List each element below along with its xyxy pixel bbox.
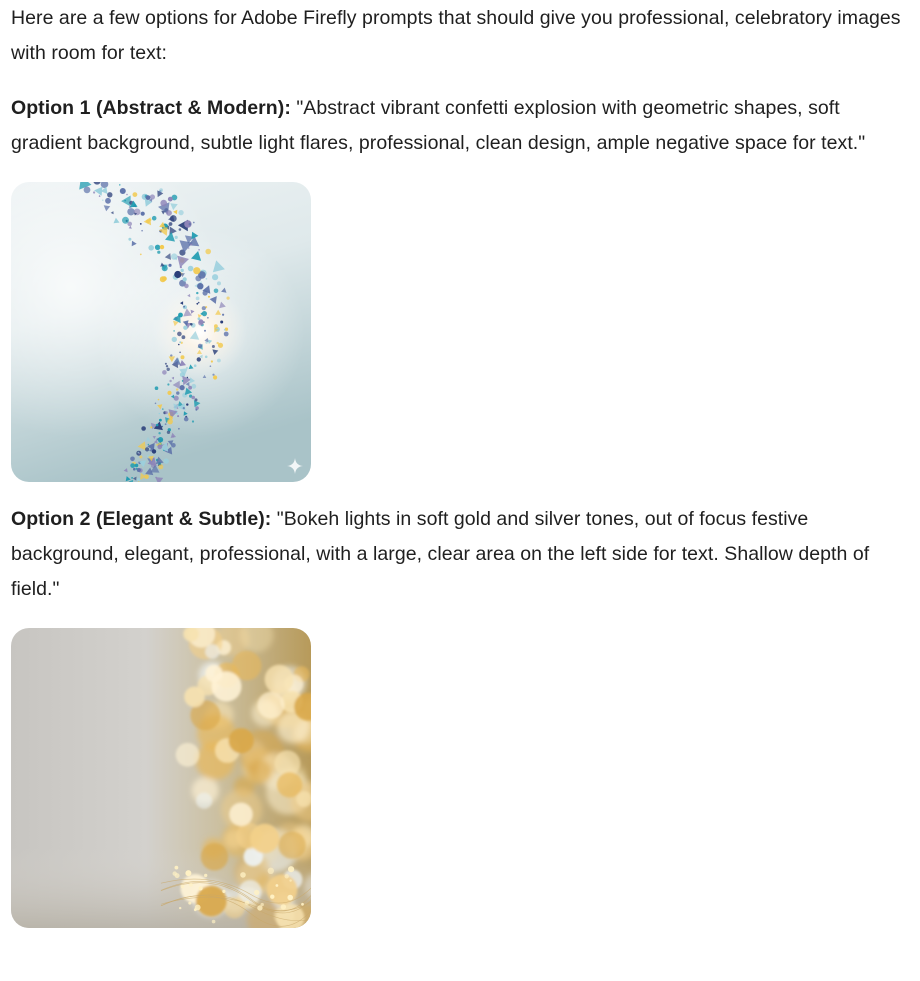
option-2-text [11,502,906,607]
confetti-piece [184,284,189,289]
confetti-piece [127,208,134,215]
confetti-piece [227,297,230,300]
confetti-piece [126,194,128,196]
confetti-piece [173,330,175,332]
confetti-piece [177,415,179,417]
confetti-piece [181,269,184,272]
confetti-piece [178,428,180,430]
confetti-piece [217,359,221,363]
confetti-piece [194,364,197,367]
confetti-piece [141,230,143,232]
fairy-light-bulb [261,903,264,906]
bokeh-light [229,803,253,827]
response-intro: Here are a few options for Adobe Firefly prompts that should give you professional, celebratory images with room for text: [11,7,901,64]
confetti-piece [198,302,200,304]
option-2-prompt: "Bokeh lights in soft gold and silver tones, out of focus festive background, elegant, professional, with a large, clear area on the left side for text. Shallow depth of field." [11,508,870,600]
confetti-artwork [11,182,311,482]
fairy-light-bulb [199,886,203,890]
confetti-piece [174,271,181,278]
confetti-piece [124,200,126,202]
confetti-piece [195,398,198,401]
confetti-piece [178,344,180,346]
confetti-piece [119,184,120,185]
fairy-light-bulb [245,901,249,905]
fairy-light-bulb [181,885,185,889]
confetti-piece [191,396,195,400]
confetti-piece [140,254,142,256]
confetti-piece [167,391,171,395]
confetti-piece [183,326,187,330]
confetti-piece [130,463,135,468]
confetti-piece [152,216,157,221]
confetti-piece [204,330,206,332]
bokeh-light [247,760,271,784]
confetti-piece [196,292,198,294]
confetti-piece [205,356,208,359]
confetti-piece [181,355,185,359]
confetti-piece [158,437,163,442]
fairy-light-bulb [175,873,180,878]
confetti-piece [160,276,166,282]
confetti-piece [135,464,139,468]
bokeh-light [277,772,302,797]
confetti-piece [148,245,154,251]
confetti-piece [141,426,146,431]
confetti-piece [141,212,145,216]
confetti-piece [179,352,181,354]
confetti-piece [157,444,162,449]
bokeh-light [184,687,205,708]
confetti-piece [224,329,226,331]
confetti-piece [193,267,200,274]
confetti-piece [152,449,156,453]
confetti-piece [148,444,150,446]
confetti-piece [196,297,200,301]
confetti-piece [93,191,95,193]
confetti-piece [186,403,188,405]
fairy-light-bulb [270,895,274,899]
confetti-piece [212,345,215,348]
confetti-piece [166,210,172,216]
confetti-piece [188,266,194,272]
bokeh-light [229,728,254,753]
confetti-piece [84,187,91,194]
fairy-light-bulb [185,870,191,876]
fairy-light-bulb [204,874,207,877]
bokeh-light [258,692,285,719]
confetti-piece [160,200,167,207]
confetti-piece [176,388,178,390]
generated-image-bokeh[interactable] [11,628,311,928]
confetti-piece [158,399,160,401]
confetti-piece [213,375,217,379]
confetti-piece [120,188,126,194]
confetti-piece [183,407,185,409]
confetti-piece [167,368,170,371]
confetti-piece [183,306,185,308]
confetti-piece [122,217,129,224]
confetti-piece [107,192,112,197]
confetti-piece [198,344,202,348]
confetti-piece [167,419,173,425]
confetti-piece [155,245,160,250]
confetti-piece [190,323,193,326]
confetti-piece [159,419,162,422]
confetti-piece [179,341,181,343]
confetti-piece [160,245,164,249]
confetti-piece [171,443,176,448]
confetti-piece [202,306,206,310]
fairy-light-bulb [212,920,216,924]
generated-image-confetti[interactable] [11,182,311,482]
option-1-prompt: "Abstract vibrant confetti explosion with geometric shapes, soft gradient background, subtle light flares, professional, clean design, ample negative space for text." [11,97,866,154]
confetti-piece [168,264,171,267]
confetti-piece [165,411,168,414]
confetti-piece [220,321,223,324]
confetti-piece [212,374,214,376]
fairy-light-bulb [289,879,291,881]
confetti-piece [128,238,131,241]
confetti-piece [202,311,207,316]
confetti-piece [182,335,186,339]
confetti-piece [197,357,201,361]
confetti-piece [212,274,218,280]
confetti-piece [218,343,223,348]
fairy-light-bulb [288,866,294,872]
confetti-piece [172,337,177,342]
fairy-light-bulb [189,883,193,887]
option-2-title: Option 2 (Elegant & Subtle): [11,508,272,530]
confetti-piece [133,192,138,197]
confetti-piece [193,222,195,224]
confetti-piece [180,385,185,390]
confetti-piece [197,283,203,289]
confetti-piece [224,332,229,337]
confetti-piece [222,314,224,316]
fairy-light-bulb [281,904,286,909]
fairy-light-bulb [175,866,179,870]
bokeh-light [265,665,294,694]
fairy-light-bulb [276,884,279,887]
confetti-piece [189,223,192,226]
fairy-light-bulb [222,890,225,893]
confetti-piece [167,383,169,385]
bokeh-light [279,832,306,859]
confetti-piece [150,194,155,199]
confetti-piece [168,197,173,202]
confetti-piece [157,251,160,254]
assistant-response [11,0,906,928]
confetti-piece [164,458,169,463]
confetti-piece [99,195,101,197]
confetti-piece [137,468,141,472]
confetti-piece [195,409,197,411]
confetti-piece [150,426,152,428]
fairy-light-bulb [287,895,293,901]
bokeh-light [212,672,242,702]
confetti-piece [165,363,167,365]
fairy-light-bulb [301,903,304,906]
confetti-piece [171,253,177,259]
confetti-piece [155,386,159,390]
confetti-piece [205,249,211,255]
confetti-piece [146,195,151,200]
confetti-piece [210,365,212,367]
confetti-piece [198,320,203,325]
confetti-piece [138,453,140,455]
fairy-light-bulb [179,907,181,909]
confetti-piece [190,244,192,246]
confetti-piece [159,188,163,192]
fairy-light-bulb [254,890,259,895]
confetti-piece [158,464,163,469]
confetti-piece [198,249,200,251]
bokeh-artwork [11,628,311,928]
bokeh-light [201,843,228,870]
bokeh-light [176,743,200,767]
confetti-piece [166,365,168,367]
confetti-piece [192,420,194,422]
confetti-piece [179,210,184,215]
confetti-piece [184,417,189,422]
confetti-piece [159,413,160,414]
sparkle-icon [287,458,303,474]
confetti-piece [140,223,142,225]
confetti-piece [175,236,178,239]
confetti-piece [206,278,208,280]
bokeh-light [205,644,220,659]
confetti-piece [177,332,182,337]
confetti-piece [165,423,167,425]
confetti-piece [133,468,136,471]
confetti-piece [211,360,213,362]
confetti-piece [179,228,182,231]
confetti-piece [208,296,210,298]
option-1-title: Option 1 (Abstract & Modern): [11,97,291,119]
fairy-light-bulb [188,902,191,905]
confetti-piece [170,354,172,356]
fairy-light-bulb [194,908,197,911]
bokeh-light [196,793,212,809]
confetti-piece [162,408,164,410]
bokeh-light [250,824,279,853]
confetti-piece [188,386,192,390]
confetti-piece [158,432,160,434]
confetti-piece [131,477,133,479]
confetti-piece [105,198,111,204]
confetti-piece [191,384,196,389]
confetti-piece [102,200,103,201]
confetti-piece [174,396,179,401]
confetti-piece [169,222,173,226]
confetti-piece [169,380,171,382]
confetti-piece [156,424,159,427]
confetti-piece [196,303,198,305]
confetti-piece [139,456,142,459]
confetti-piece [130,457,135,462]
confetti-piece [155,403,157,405]
confetti-piece [167,431,170,434]
fairy-light-bulb [268,868,274,874]
option-1-text [11,91,906,161]
confetti-piece [214,324,218,328]
fairy-light-bulb [240,872,246,878]
confetti-piece [162,370,167,375]
confetti-piece [187,377,188,378]
confetti-piece [214,289,219,294]
confetti-piece [217,281,221,285]
confetti-piece [145,447,149,451]
confetti-piece [176,391,179,394]
fairy-light-bulb [285,874,289,878]
confetti-piece [203,290,208,295]
confetti-piece [183,277,187,281]
confetti-piece [207,317,209,319]
